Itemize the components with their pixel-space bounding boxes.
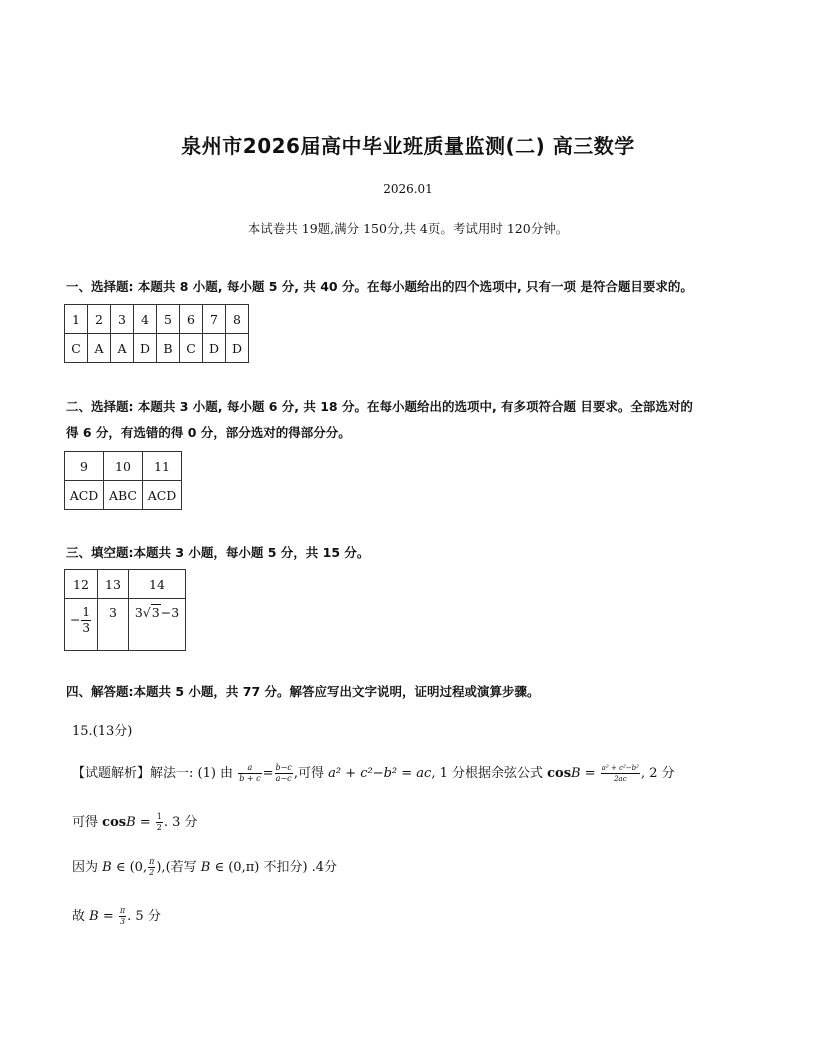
variable: B [571,766,581,781]
variable: B [200,860,211,875]
solution-line-4 [72,906,161,928]
question-number: 10 [104,452,143,481]
solution-text: 故 [72,909,86,924]
answer-cell: D [134,334,157,363]
question-number: 11 [143,452,182,481]
question-number: 9 [65,452,104,481]
answer-cell: D [203,334,226,363]
fraction-numerator: π [149,857,155,866]
answer-cell: ACD [65,481,104,510]
radicand: 3 [151,605,160,620]
section2-heading-line2: 得 6 分，有选错的得 0 分，部分选对的得部分分。 [66,425,351,440]
section2-answer-table [64,451,182,510]
question-number: 12 [65,570,98,599]
solution-text: ),(若写 [156,860,197,875]
fraction-numerator: 1 [156,812,162,821]
answer-cell: ABC [104,481,143,510]
solution-text: ,可得 [293,766,324,781]
answer-cell [65,599,98,651]
equals-sign: = [98,909,114,924]
solution-prefix: 【试题解析】解法一: (1) 由 [72,766,234,781]
solution-text: 可得 [72,815,99,830]
question-number: 3 [111,305,134,334]
solution-text: 因为 [72,860,99,875]
variable: B [89,909,99,924]
section1-heading: 一、选择题: 本题共 8 小题, 每小题 5 分, 共 40 分。在每小题给出的四个选项中, 只有一项 是符合题目要求的。 [66,279,693,294]
score-note: . 5 分 [127,909,161,924]
sqrt-icon: √ [142,605,151,620]
solution-line-1: 【试题解析】解法一: (1) 由 $\frac{a}{b + c}$ = $\frac{b-c}{a-c}$ ,可得 a² + c²−b² = ac, 1 分根据余弦公式 cosB = $\frac{\text{a² + c²−b²}}{2ac}$ , 2 分 [72,763,675,783]
answer-cell: B [157,334,180,363]
exam-info: 本试卷共 19题,满分 150分,共 4页。考试用时 120分钟。 [247,221,569,236]
variable: B [102,860,112,875]
fraction-numerator: 1 [82,605,91,619]
answer-cell [129,599,186,651]
fraction-denominator: 2 [156,823,162,832]
question-number: 8 [226,305,249,334]
question-number: 5 [157,305,180,334]
fraction-numerator: a² + c²−b² [601,764,639,772]
answer-cell: A [111,334,134,363]
equals-sign: = [262,766,274,781]
variable: B [126,815,136,830]
section2-heading [66,394,756,446]
solution-text: , 1 分根据余弦公式 [431,766,543,781]
fraction-denominator: 3 [82,621,91,635]
question-number: 2 [88,305,111,334]
question-number: 14 [129,570,186,599]
coefficient: 3 [134,605,143,620]
fraction-numerator: b−c [275,763,292,772]
question-number: 1 [65,305,88,334]
section3-answer-table [64,569,186,651]
section3-heading: 三、填空题:本题共 3 小题，每小题 5 分，共 15 分。 [66,545,370,560]
cos-label: cos [102,815,127,830]
section4-heading: 四、解答题:本题共 5 小题，共 77 分。解答应写出文字说明，证明过程或演算步骤。 [66,684,540,699]
question-number: 4 [134,305,157,334]
constant-term: −3 [160,605,180,620]
answer-cell: C [180,334,203,363]
fraction-numerator: a [238,763,261,774]
score-note: ∈ (0,π) 不扣分) .4分 [210,860,338,875]
answer-cell: D [226,334,249,363]
score-note: . 3 分 [163,815,198,830]
answer-cell: ACD [143,481,182,510]
page-title: 泉州市2026届高中毕业班质量监测(二) 高三数学 [181,134,635,158]
fraction-numerator: π [119,906,126,915]
section1-answer-table [64,304,249,363]
question-15-label: 15.(13分) [72,724,133,739]
minus-sign: − [69,612,81,627]
solution-text: ∈ (0, [111,860,148,875]
question-number: 6 [180,305,203,334]
fraction-denominator: b + c [239,774,261,783]
solution-line-2: 可得 cosB = $\frac{1}{2}$ . 3 分 [72,812,198,832]
answer-cell: 3 [98,599,129,651]
fraction-denominator: 2ac [614,775,627,783]
cos-label: cos [547,766,572,781]
fraction-denominator: a−c [275,774,292,783]
exam-date: 2026.01 [383,182,433,196]
equation: a² + c²−b² = ac [328,766,432,781]
answer-cell: C [65,334,88,363]
question-number: 7 [203,305,226,334]
answer-cell: A [88,334,111,363]
section2-heading-line1: 二、选择题: 本题共 3 小题, 每小题 6 分, 共 18 分。在每小题给出的选项中, 有多项符合题 目要求。全部选对的 [66,399,693,414]
solution-line-3 [72,857,337,879]
question-number: 13 [98,570,129,599]
fraction-denominator: 3 [119,917,126,926]
fraction-denominator: 2 [149,868,155,877]
score-note: , 2 分 [640,766,675,781]
